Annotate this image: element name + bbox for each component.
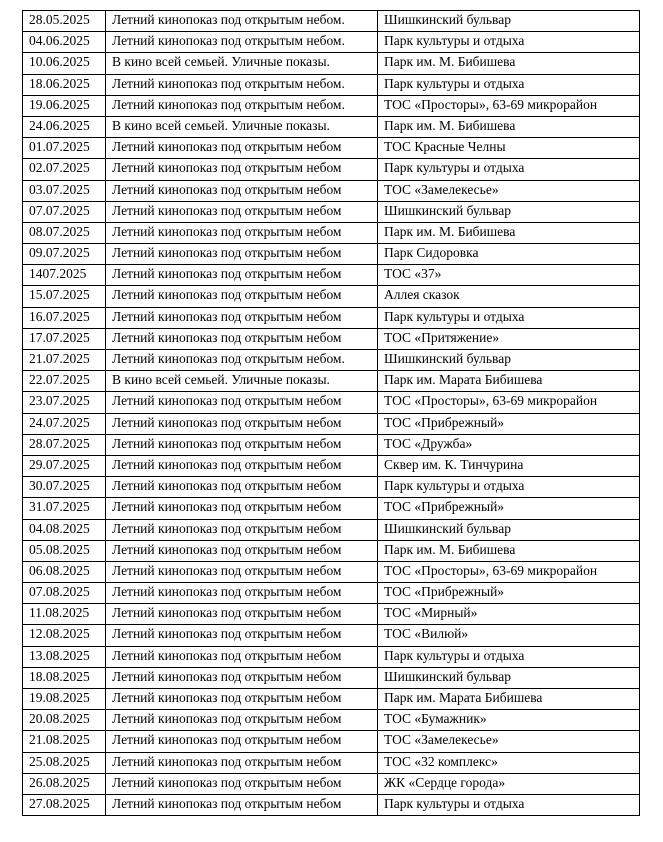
table-row — [23, 540, 640, 561]
event-location-cell: ТОС «Прибрежный» — [378, 583, 640, 604]
event-location-cell: ТОС «Прибрежный» — [378, 498, 640, 519]
event-date-cell: 23.07.2025 — [23, 392, 106, 413]
event-title-cell: Летний кинопоказ под открытым небом — [106, 180, 378, 201]
event-date-cell: 25.08.2025 — [23, 752, 106, 773]
table-row — [23, 625, 640, 646]
event-title-cell: Летний кинопоказ под открытым небом — [106, 689, 378, 710]
event-title-cell: Летний кинопоказ под открытым небом. — [106, 74, 378, 95]
event-location-cell: Парк культуры и отдыха — [378, 159, 640, 180]
schedule-table — [22, 10, 640, 816]
event-location-cell: ТОС «Притяжение» — [378, 328, 640, 349]
event-date-cell: 03.07.2025 — [23, 180, 106, 201]
event-location-cell: ТОС «Замелекесье» — [378, 731, 640, 752]
table-row — [23, 286, 640, 307]
event-location-cell: Парк культуры и отдыха — [378, 32, 640, 53]
event-location-cell: Сквер им. К. Тинчурина — [378, 455, 640, 476]
event-title-cell: Летний кинопоказ под открытым небом — [106, 583, 378, 604]
event-title-cell: Летний кинопоказ под открытым небом. — [106, 95, 378, 116]
table-row — [23, 583, 640, 604]
event-title-cell: В кино всей семьей. Уличные показы. — [106, 116, 378, 137]
event-date-cell: 27.08.2025 — [23, 794, 106, 815]
event-location-cell: ТОС «37» — [378, 265, 640, 286]
event-title-cell: Летний кинопоказ под открытым небом. — [106, 11, 378, 32]
table-row — [23, 328, 640, 349]
event-location-cell: Шишкинский бульвар — [378, 11, 640, 32]
event-location-cell: ТОС «Замелекесье» — [378, 180, 640, 201]
event-location-cell: ТОС «Просторы», 63-69 микрорайон — [378, 392, 640, 413]
table-row — [23, 244, 640, 265]
event-location-cell: Парк им. М. Бибишева — [378, 116, 640, 137]
event-date-cell: 17.07.2025 — [23, 328, 106, 349]
event-title-cell: Летний кинопоказ под открытым небом — [106, 752, 378, 773]
event-title-cell: Летний кинопоказ под открытым небом — [106, 731, 378, 752]
event-title-cell: Летний кинопоказ под открытым небом — [106, 646, 378, 667]
table-row — [23, 265, 640, 286]
event-title-cell: Летний кинопоказ под открытым небом — [106, 159, 378, 180]
event-title-cell: Летний кинопоказ под открытым небом. — [106, 350, 378, 371]
event-date-cell: 28.07.2025 — [23, 434, 106, 455]
table-row — [23, 413, 640, 434]
event-location-cell: Шишкинский бульвар — [378, 201, 640, 222]
event-date-cell: 09.07.2025 — [23, 244, 106, 265]
table-row — [23, 794, 640, 815]
table-row — [23, 201, 640, 222]
event-date-cell: 10.06.2025 — [23, 53, 106, 74]
schedule-table-body — [23, 11, 640, 816]
event-date-cell: 07.08.2025 — [23, 583, 106, 604]
table-row — [23, 561, 640, 582]
event-title-cell: Летний кинопоказ под открытым небом — [106, 561, 378, 582]
event-date-cell: 13.08.2025 — [23, 646, 106, 667]
event-date-cell: 24.06.2025 — [23, 116, 106, 137]
event-title-cell: Летний кинопоказ под открытым небом — [106, 434, 378, 455]
event-location-cell: Парк культуры и отдыха — [378, 477, 640, 498]
event-title-cell: Летний кинопоказ под открытым небом — [106, 519, 378, 540]
table-row — [23, 350, 640, 371]
event-date-cell: 19.08.2025 — [23, 689, 106, 710]
event-location-cell: Аллея сказок — [378, 286, 640, 307]
event-location-cell: Шишкинский бульвар — [378, 350, 640, 371]
event-date-cell: 12.08.2025 — [23, 625, 106, 646]
table-row — [23, 116, 640, 137]
table-row — [23, 519, 640, 540]
event-date-cell: 19.06.2025 — [23, 95, 106, 116]
event-location-cell: Парк культуры и отдыха — [378, 74, 640, 95]
event-title-cell: Летний кинопоказ под открытым небом — [106, 138, 378, 159]
event-title-cell: Летний кинопоказ под открытым небом — [106, 710, 378, 731]
event-location-cell: ТОС «32 комплекс» — [378, 752, 640, 773]
event-location-cell: ТОС «Просторы», 63-69 микрорайон — [378, 561, 640, 582]
table-row — [23, 53, 640, 74]
event-location-cell: Парк им. М. Бибишева — [378, 222, 640, 243]
event-date-cell: 30.07.2025 — [23, 477, 106, 498]
table-row — [23, 95, 640, 116]
event-title-cell: Летний кинопоказ под открытым небом — [106, 540, 378, 561]
table-row — [23, 646, 640, 667]
event-location-cell: ЖК «Сердце города» — [378, 773, 640, 794]
event-title-cell: Летний кинопоказ под открытым небом — [106, 604, 378, 625]
event-title-cell: Летний кинопоказ под открытым небом — [106, 265, 378, 286]
event-title-cell: Летний кинопоказ под открытым небом — [106, 498, 378, 519]
table-row — [23, 307, 640, 328]
table-row — [23, 752, 640, 773]
event-date-cell: 18.08.2025 — [23, 667, 106, 688]
table-row — [23, 773, 640, 794]
event-location-cell: ТОС «Просторы», 63-69 микрорайон — [378, 95, 640, 116]
table-row — [23, 434, 640, 455]
event-title-cell: Летний кинопоказ под открытым небом — [106, 794, 378, 815]
event-location-cell: Парк Сидоровка — [378, 244, 640, 265]
table-row — [23, 11, 640, 32]
event-date-cell: 20.08.2025 — [23, 710, 106, 731]
event-title-cell: Летний кинопоказ под открытым небом — [106, 201, 378, 222]
event-date-cell: 28.05.2025 — [23, 11, 106, 32]
table-row — [23, 32, 640, 53]
event-date-cell: 29.07.2025 — [23, 455, 106, 476]
table-row — [23, 74, 640, 95]
event-location-cell: Шишкинский бульвар — [378, 519, 640, 540]
event-title-cell: В кино всей семьей. Уличные показы. — [106, 371, 378, 392]
event-date-cell: 31.07.2025 — [23, 498, 106, 519]
event-location-cell: Парк им. Марата Бибишева — [378, 371, 640, 392]
event-title-cell: Летний кинопоказ под открытым небом — [106, 773, 378, 794]
event-location-cell: ТОС «Вилюй» — [378, 625, 640, 646]
table-row — [23, 731, 640, 752]
table-row — [23, 180, 640, 201]
event-date-cell: 21.08.2025 — [23, 731, 106, 752]
table-row — [23, 667, 640, 688]
event-title-cell: Летний кинопоказ под открытым небом — [106, 244, 378, 265]
event-location-cell: Парк культуры и отдыха — [378, 794, 640, 815]
event-title-cell: Летний кинопоказ под открытым небом — [106, 625, 378, 646]
event-date-cell: 15.07.2025 — [23, 286, 106, 307]
event-date-cell: 26.08.2025 — [23, 773, 106, 794]
event-location-cell: ТОС «Дружба» — [378, 434, 640, 455]
event-title-cell: Летний кинопоказ под открытым небом — [106, 455, 378, 476]
event-date-cell: 21.07.2025 — [23, 350, 106, 371]
table-row — [23, 477, 640, 498]
event-date-cell: 02.07.2025 — [23, 159, 106, 180]
event-location-cell: Парк им. Марата Бибишева — [378, 689, 640, 710]
table-row — [23, 222, 640, 243]
event-date-cell: 04.08.2025 — [23, 519, 106, 540]
table-row — [23, 604, 640, 625]
event-title-cell: Летний кинопоказ под открытым небом — [106, 286, 378, 307]
event-date-cell: 05.08.2025 — [23, 540, 106, 561]
table-row — [23, 689, 640, 710]
event-date-cell: 16.07.2025 — [23, 307, 106, 328]
event-title-cell: Летний кинопоказ под открытым небом — [106, 328, 378, 349]
event-date-cell: 11.08.2025 — [23, 604, 106, 625]
event-location-cell: ТОС Красные Челны — [378, 138, 640, 159]
table-row — [23, 455, 640, 476]
event-location-cell: Шишкинский бульвар — [378, 667, 640, 688]
event-location-cell: Парк им. М. Бибишева — [378, 540, 640, 561]
event-date-cell: 22.07.2025 — [23, 371, 106, 392]
table-row — [23, 371, 640, 392]
event-location-cell: ТОС «Мирный» — [378, 604, 640, 625]
table-row — [23, 159, 640, 180]
event-date-cell: 01.07.2025 — [23, 138, 106, 159]
event-date-cell: 18.06.2025 — [23, 74, 106, 95]
event-title-cell: Летний кинопоказ под открытым небом — [106, 477, 378, 498]
event-date-cell: 24.07.2025 — [23, 413, 106, 434]
event-date-cell: 06.08.2025 — [23, 561, 106, 582]
event-location-cell: ТОС «Прибрежный» — [378, 413, 640, 434]
table-row — [23, 138, 640, 159]
table-row — [23, 392, 640, 413]
event-date-cell: 04.06.2025 — [23, 32, 106, 53]
table-row — [23, 498, 640, 519]
table-row — [23, 710, 640, 731]
event-title-cell: В кино всей семьей. Уличные показы. — [106, 53, 378, 74]
event-title-cell: Летний кинопоказ под открытым небом — [106, 307, 378, 328]
event-date-cell: 07.07.2025 — [23, 201, 106, 222]
event-title-cell: Летний кинопоказ под открытым небом — [106, 667, 378, 688]
event-title-cell: Летний кинопоказ под открытым небом — [106, 413, 378, 434]
event-title-cell: Летний кинопоказ под открытым небом — [106, 392, 378, 413]
event-location-cell: Парк культуры и отдыха — [378, 307, 640, 328]
event-location-cell: Парк им. М. Бибишева — [378, 53, 640, 74]
event-location-cell: ТОС «Бумажник» — [378, 710, 640, 731]
event-title-cell: Летний кинопоказ под открытым небом — [106, 222, 378, 243]
event-date-cell: 1407.2025 — [23, 265, 106, 286]
event-date-cell: 08.07.2025 — [23, 222, 106, 243]
event-title-cell: Летний кинопоказ под открытым небом. — [106, 32, 378, 53]
event-location-cell: Парк культуры и отдыха — [378, 646, 640, 667]
